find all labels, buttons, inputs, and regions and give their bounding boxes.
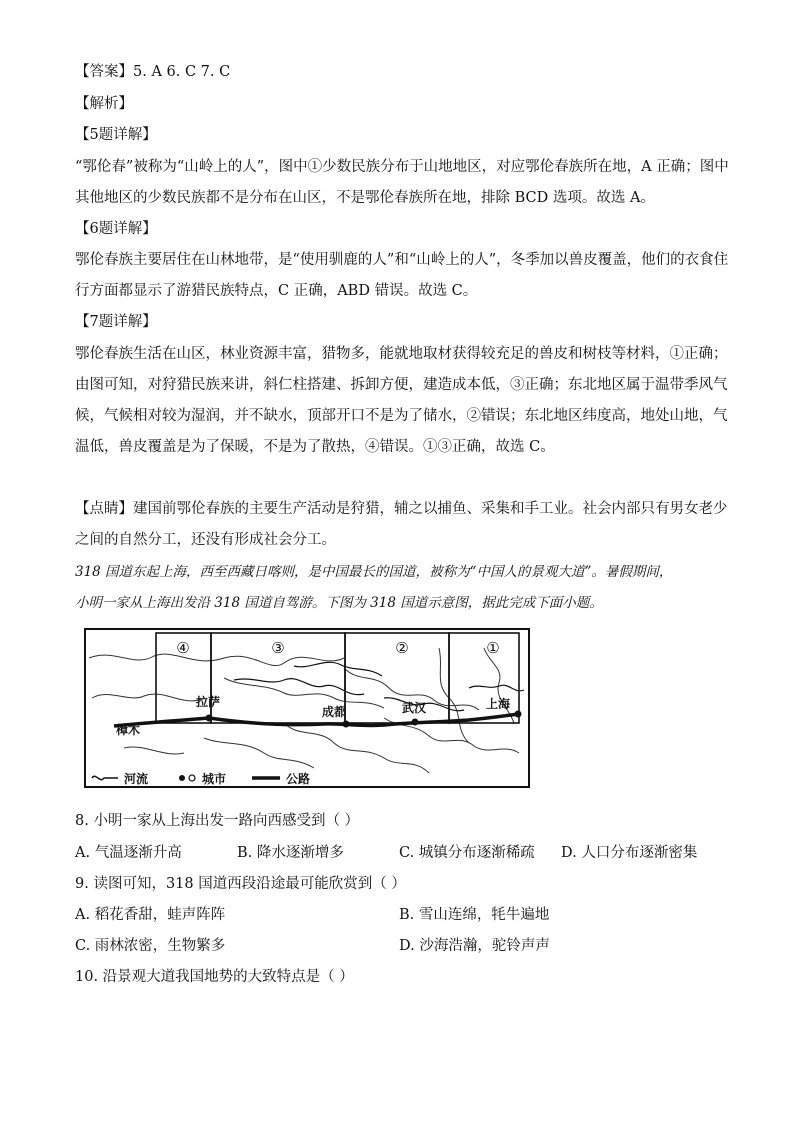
region-label-1: ① [486,639,500,657]
q7-line-3: 候，气候相对较为湿润，并不缺水，顶部开口不是为了储水，②错误；东北地区纬度高，地处山地，气 [75,408,728,424]
intro-line-1: 318 国道东起上海，西至西藏日喀则，是中国最长的国道，被称为“中国人的景观大道”。暑假期间， [75,564,673,580]
city-label-lhasa: 拉萨 [196,695,221,709]
q5-line-1: “鄂伦春”被称为“山岭上的人”，图中①少数民族分布于山地地区，对应鄂伦春族所在地，A 正确；图中 [75,159,729,175]
intro-line-2: 小明一家从上海出发沿 318 国道自驾游。下图为 318 国道示意图，据此完成下面小题。 [75,595,603,611]
legend-river-label: 河流 [124,772,149,786]
region-label-2: ② [395,639,409,657]
region-label-3: ③ [271,639,285,657]
route-318-map [84,628,530,788]
q9-option-b: B. 雪山连绵，牦牛遍地 [399,907,550,923]
q7-line-4: 温低，兽皮覆盖是为了保暖，不是为了散热，④错误。①③正确，故选 C。 [75,439,555,455]
q8-option-b: B. 降水逐渐增多 [237,845,344,861]
city-label-wuhan: 武汉 [402,701,427,715]
q7-line-2: 由图可知，对狩猎民族来讲，斜仁柱搭建、拆卸方便，建造成本低，③正确；东北地区属于温带季风气 [75,377,728,393]
legend-city-dot [179,775,185,781]
tip-line-2: 之间的自然分工，还没有形成社会分工。 [75,532,336,548]
q5-line-2: 其他地区的少数民族都不是分布在山区，不是鄂伦春族所在地，排除 BCD 选项。故选 A。 [75,190,655,206]
city-dot-shanghai [515,711,522,718]
q8-option-a: A. 气温逐渐升高 [75,845,182,861]
q7-heading: 【7题详解】 [75,314,157,330]
city-label-zhangmu: 樟木 [116,723,141,737]
city-dot-wuhan [412,719,419,726]
q8-stem: 8. 小明一家从上海出发一路向西感受到（ ） [75,813,360,829]
answer-line: 【答案】5. A 6. C 7. C [75,64,231,80]
q7-line-1: 鄂伦春族生活在山区，林业资源丰富，猎物多，能就地取材获得较充足的兽皮和树枝等材料，①正确； [75,346,728,362]
region-label-4: ④ [176,639,190,657]
q9-option-a: A. 稻花香甜，蛙声阵阵 [75,907,226,923]
city-label-shanghai: 上海 [486,697,511,711]
q6-line-2: 行方面都显示了游猎民族特点，C 正确，ABD 错误。故选 C。 [75,283,478,299]
q8-option-d: D. 人口分布逐渐密集 [561,845,698,861]
q5-heading: 【5题详解】 [75,127,157,143]
q9-option-c: C. 雨林浓密，生物繁多 [75,938,226,954]
tip-line-1: 【点睛】建国前鄂伦春族的主要生产活动是狩猎，辅之以捕鱼、采集和手工业。社会内部只有男女老少 [75,501,728,517]
q9-stem: 9. 读图可知，318 国道西段沿途最可能欣赏到（ ） [75,876,406,892]
map-frame [85,629,529,787]
city-dot-lhasa [206,715,213,722]
city-label-chengdu: 成都 [322,705,347,719]
analysis-label: 【解析】 [75,96,133,112]
q9-option-d: D. 沙海浩瀚，驼铃声声 [399,938,550,954]
legend-road-label: 公路 [286,772,311,786]
legend-city-label: 城市 [202,772,227,786]
q8-option-c: C. 城镇分布逐渐稀疏 [399,845,535,861]
q6-line-1: 鄂伦春族主要居住在山林地带，是“使用驯鹿的人”和“山岭上的人”，冬季加以兽皮覆盖，他们的衣食住 [75,252,729,268]
city-dot-chengdu [343,721,350,728]
q6-heading: 【6题详解】 [75,221,157,237]
q10-stem: 10. 沿景观大道我国地势的大致特点是（ ） [75,969,354,985]
